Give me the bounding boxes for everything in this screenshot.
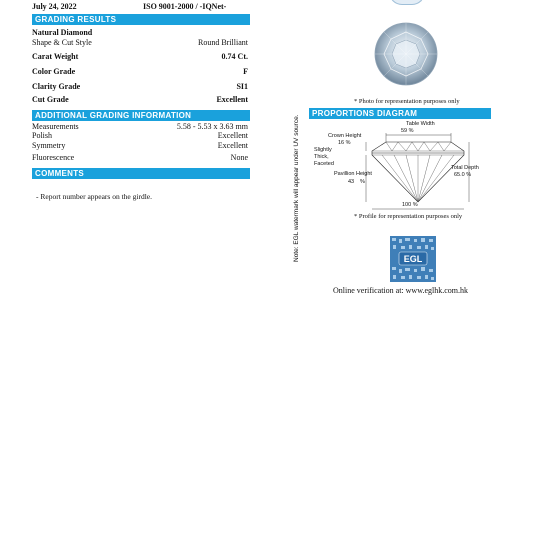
table-width-value: 59 %: [401, 128, 414, 134]
diameter-value: 100 %: [402, 202, 418, 208]
pavilion-height-label: Pavillion Height: [334, 171, 372, 177]
proportions-header: PROPORTIONS DIAGRAM: [309, 108, 491, 119]
comment-text: - Report number appears on the girdle.: [36, 192, 153, 201]
grading-column: July 24, 2022 ISO 9001-2000 / -IQNet- GRADING RESULTS Natural Diamond Shape & Cut Style Round Brilliant Carat Weight 0.74 Ct. Color Grade F Clarity Grade SI1 Cut Grade Excellent ADDITIONAL GRADING INFORMATION Measurements 5.58 - 5.53 x 3.63 mm Polish Excellent Symmetry Excellent Fluorescence None COMMENTS - Report number appears on the girdle.: [32, 2, 248, 201]
egl-seal-icon: [389, 0, 425, 5]
photo-caption: * Photo for representation purposes only: [354, 98, 460, 105]
comments-header: COMMENTS: [32, 168, 250, 179]
online-verification-text: Online verification at: www.eglhk.com.hk: [333, 286, 468, 295]
total-depth-label: Total Depth: [451, 165, 479, 171]
iso-certification: ISO 9001-2000 / -IQNet-: [143, 2, 227, 11]
additional-info-header: ADDITIONAL GRADING INFORMATION: [32, 110, 250, 121]
girdle-label-3: Faceted: [314, 161, 334, 167]
proportions-column: [306, 0, 542, 322]
report-date: July 24, 2022: [32, 2, 77, 11]
diamond-photo-icon: [372, 20, 440, 88]
profile-caption: * Profile for representation purposes only: [354, 213, 463, 220]
crown-height-value: 16 %: [338, 140, 351, 146]
girdle-label-1: Slightly: [314, 147, 332, 153]
qr-logo-text: EGL: [403, 254, 423, 264]
pavilion-height-value: 43: [348, 179, 355, 185]
proportions-diagram: [306, 120, 542, 212]
facet-lines: [372, 142, 464, 202]
girdle-label-2: Thick,: [314, 154, 329, 160]
pavilion-height-unit: %: [360, 179, 365, 185]
certificate-card: [6, 0, 542, 322]
uv-watermark-note: Note: EGL watermark will appear under UV source.: [293, 114, 300, 262]
grading-results-header: GRADING RESULTS: [32, 14, 250, 25]
crown-height-label: Crown Height: [328, 133, 362, 139]
table-width-label: Table Width: [406, 121, 435, 127]
qr-code-icon[interactable]: [390, 236, 436, 282]
total-depth-value: 65.0 %: [454, 172, 472, 178]
